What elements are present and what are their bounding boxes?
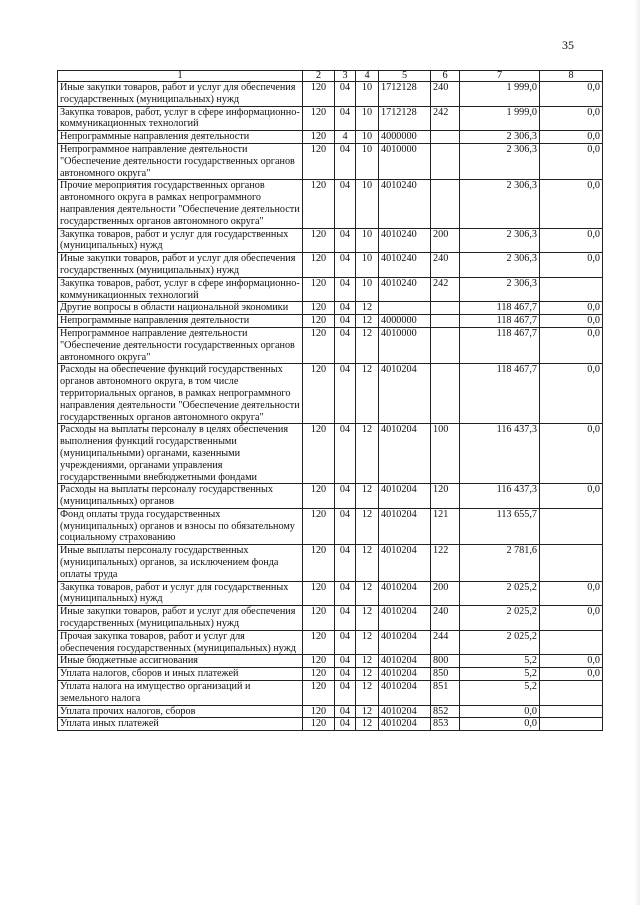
code-subsection: 10 [356, 228, 379, 253]
table-row [58, 424, 603, 484]
code-section: 04 [335, 424, 356, 484]
table-row [58, 180, 603, 228]
code-subsection: 12 [356, 705, 379, 718]
code-section: 04 [335, 484, 356, 509]
code-subsection: 12 [356, 302, 379, 315]
row-name: Непрограммные направления деятельности [58, 315, 303, 328]
code-subsection: 12 [356, 718, 379, 731]
amount-extra [540, 630, 603, 655]
code-expense-type [431, 364, 460, 424]
code-target-item: 4000000 [379, 131, 431, 144]
code-ministry: 120 [303, 630, 335, 655]
code-target-item: 4010240 [379, 180, 431, 228]
amount-extra: 0,0 [540, 131, 603, 144]
amount: 118 467,7 [460, 327, 540, 363]
amount-extra: 0,0 [540, 143, 603, 179]
code-expense-type: 240 [431, 82, 460, 107]
code-subsection: 12 [356, 545, 379, 581]
amount: 0,0 [460, 718, 540, 731]
table-row [58, 668, 603, 681]
code-target-item: 4010204 [379, 718, 431, 731]
amount: 5,2 [460, 668, 540, 681]
amount-extra: 0,0 [540, 106, 603, 131]
code-section: 04 [335, 327, 356, 363]
amount: 2 306,3 [460, 180, 540, 228]
code-subsection: 10 [356, 143, 379, 179]
code-ministry: 120 [303, 424, 335, 484]
table-row [58, 253, 603, 278]
amount: 2 306,3 [460, 131, 540, 144]
code-section: 04 [335, 253, 356, 278]
code-target-item: 4010000 [379, 327, 431, 363]
amount: 2 025,2 [460, 606, 540, 631]
code-ministry: 120 [303, 668, 335, 681]
code-section: 04 [335, 718, 356, 731]
code-expense-type: 200 [431, 581, 460, 606]
code-subsection: 12 [356, 606, 379, 631]
code-section: 04 [335, 668, 356, 681]
amount: 2 306,3 [460, 143, 540, 179]
code-ministry: 120 [303, 327, 335, 363]
table-row [58, 718, 603, 731]
col-header-7: 7 [460, 71, 540, 82]
code-ministry: 120 [303, 82, 335, 107]
code-ministry: 120 [303, 681, 335, 706]
row-name: Прочие мероприятия государственных органов автономного округа в рамках непрограммного направления деятельности "Обеспечение деятельности государственных органов автономного округа" [58, 180, 303, 228]
amount: 2 025,2 [460, 581, 540, 606]
amount: 113 655,7 [460, 508, 540, 544]
amount-extra [540, 718, 603, 731]
col-header-6: 6 [431, 71, 460, 82]
page-number: 35 [562, 38, 574, 52]
table-row [58, 228, 603, 253]
code-target-item: 4010204 [379, 581, 431, 606]
scan-edge [634, 0, 640, 905]
code-section: 04 [335, 655, 356, 668]
code-ministry: 120 [303, 106, 335, 131]
code-expense-type: 240 [431, 253, 460, 278]
amount: 0,0 [460, 705, 540, 718]
row-name: Иные бюджетные ассигнования [58, 655, 303, 668]
amount-extra: 0,0 [540, 668, 603, 681]
row-name: Расходы на выплаты персоналу государственных (муниципальных) органов [58, 484, 303, 509]
table-row [58, 131, 603, 144]
code-target-item: 4010204 [379, 545, 431, 581]
row-name: Иные закупки товаров, работ и услуг для обеспечения государственных (муниципальных) нужд [58, 606, 303, 631]
amount-extra: 0,0 [540, 302, 603, 315]
amount-extra: 0,0 [540, 82, 603, 107]
code-expense-type [431, 180, 460, 228]
table-row [58, 705, 603, 718]
amount-extra: 0,0 [540, 655, 603, 668]
code-ministry: 120 [303, 655, 335, 668]
code-section: 04 [335, 228, 356, 253]
amount: 118 467,7 [460, 364, 540, 424]
code-expense-type: 853 [431, 718, 460, 731]
code-target-item: 4010240 [379, 228, 431, 253]
row-name: Уплата прочих налогов, сборов [58, 705, 303, 718]
row-name: Иные закупки товаров, работ и услуг для обеспечения государственных (муниципальных) нужд [58, 82, 303, 107]
code-expense-type [431, 315, 460, 328]
amount-extra: 0,0 [540, 424, 603, 484]
table-row [58, 315, 603, 328]
table-row [58, 606, 603, 631]
amount: 116 437,3 [460, 424, 540, 484]
col-header-1: 1 [58, 71, 303, 82]
table-row [58, 327, 603, 363]
amount-extra [540, 277, 603, 302]
table-row [58, 484, 603, 509]
code-subsection: 12 [356, 681, 379, 706]
row-name: Расходы на выплаты персоналу в целях обеспечения выполнения функций государственными (муниципальными) органами, казенными учреждениями, органами управления государственными внебюджетными фондами [58, 424, 303, 484]
code-section: 04 [335, 606, 356, 631]
code-ministry: 120 [303, 581, 335, 606]
code-target-item: 4010204 [379, 655, 431, 668]
header-row [58, 71, 603, 82]
table-row [58, 143, 603, 179]
code-subsection: 12 [356, 655, 379, 668]
code-subsection: 12 [356, 668, 379, 681]
code-expense-type: 242 [431, 106, 460, 131]
table-row [58, 655, 603, 668]
code-section: 04 [335, 545, 356, 581]
code-subsection: 12 [356, 315, 379, 328]
code-target-item: 4010204 [379, 508, 431, 544]
code-expense-type: 242 [431, 277, 460, 302]
code-target-item: 4010204 [379, 630, 431, 655]
row-name: Другие вопросы в области национальной экономики [58, 302, 303, 315]
amount: 1 999,0 [460, 82, 540, 107]
code-section: 04 [335, 581, 356, 606]
code-subsection: 12 [356, 581, 379, 606]
row-name: Непрограммное направление деятельности "Обеспечение деятельности государственных органов автономного округа" [58, 143, 303, 179]
row-name: Уплата налога на имущество организаций и земельного налога [58, 681, 303, 706]
code-section: 04 [335, 302, 356, 315]
code-expense-type: 852 [431, 705, 460, 718]
code-target-item: 4010240 [379, 253, 431, 278]
amount: 2 025,2 [460, 630, 540, 655]
code-section: 04 [335, 508, 356, 544]
code-expense-type [431, 302, 460, 315]
row-name: Непрограммные направления деятельности [58, 131, 303, 144]
amount-extra: 0,0 [540, 484, 603, 509]
code-ministry: 120 [303, 606, 335, 631]
code-section: 04 [335, 364, 356, 424]
code-target-item: 1712128 [379, 82, 431, 107]
row-name: Закупка товаров, работ, услуг в сфере информационно-коммуникационных технологий [58, 277, 303, 302]
code-expense-type: 240 [431, 606, 460, 631]
table-row [58, 545, 603, 581]
code-expense-type [431, 327, 460, 363]
code-section: 04 [335, 143, 356, 179]
code-target-item: 4010204 [379, 668, 431, 681]
row-name: Фонд оплаты труда государственных (муниципальных) органов и взносы по обязательному социальному страхованию [58, 508, 303, 544]
code-subsection: 12 [356, 364, 379, 424]
code-target-item: 4010204 [379, 705, 431, 718]
budget-table [57, 70, 603, 731]
table-row [58, 302, 603, 315]
code-target-item [379, 302, 431, 315]
code-subsection: 12 [356, 484, 379, 509]
code-ministry: 120 [303, 705, 335, 718]
code-ministry: 120 [303, 484, 335, 509]
amount-extra: 0,0 [540, 180, 603, 228]
table-row [58, 82, 603, 107]
amount: 2 306,3 [460, 277, 540, 302]
code-subsection: 10 [356, 131, 379, 144]
code-expense-type: 850 [431, 668, 460, 681]
code-subsection: 12 [356, 327, 379, 363]
code-section: 04 [335, 630, 356, 655]
code-ministry: 120 [303, 364, 335, 424]
table-row [58, 508, 603, 544]
table-row [58, 630, 603, 655]
row-name: Закупка товаров, работ и услуг для государственных (муниципальных) нужд [58, 228, 303, 253]
code-ministry: 120 [303, 228, 335, 253]
table-row [58, 364, 603, 424]
amount: 5,2 [460, 655, 540, 668]
code-subsection: 10 [356, 82, 379, 107]
code-ministry: 120 [303, 131, 335, 144]
code-expense-type: 120 [431, 484, 460, 509]
code-subsection: 12 [356, 424, 379, 484]
amount-extra [540, 508, 603, 544]
code-expense-type: 244 [431, 630, 460, 655]
amount: 116 437,3 [460, 484, 540, 509]
amount: 2 306,3 [460, 253, 540, 278]
amount: 2 781,6 [460, 545, 540, 581]
code-expense-type: 100 [431, 424, 460, 484]
row-name: Прочая закупка товаров, работ и услуг для обеспечения государственных (муниципальных) нужд [58, 630, 303, 655]
amount: 118 467,7 [460, 315, 540, 328]
code-target-item: 4010204 [379, 364, 431, 424]
code-subsection: 10 [356, 106, 379, 131]
amount: 2 306,3 [460, 228, 540, 253]
table-row [58, 277, 603, 302]
amount-extra: 0,0 [540, 253, 603, 278]
code-subsection: 12 [356, 630, 379, 655]
col-header-3: 3 [335, 71, 356, 82]
code-target-item: 4010204 [379, 424, 431, 484]
code-ministry: 120 [303, 315, 335, 328]
row-name: Закупка товаров, работ, услуг в сфере информационно-коммуникационных технологий [58, 106, 303, 131]
code-ministry: 120 [303, 545, 335, 581]
col-header-2: 2 [303, 71, 335, 82]
table-row [58, 106, 603, 131]
table-row [58, 581, 603, 606]
code-section: 04 [335, 82, 356, 107]
amount: 1 999,0 [460, 106, 540, 131]
code-section: 04 [335, 705, 356, 718]
row-name: Уплата налогов, сборов и иных платежей [58, 668, 303, 681]
code-ministry: 120 [303, 277, 335, 302]
code-ministry: 120 [303, 508, 335, 544]
row-name: Иные выплаты персоналу государственных (муниципальных) органов, за исключением фонда оплаты труда [58, 545, 303, 581]
col-header-4: 4 [356, 71, 379, 82]
amount-extra: 0,0 [540, 228, 603, 253]
row-name: Иные закупки товаров, работ и услуг для обеспечения государственных (муниципальных) нужд [58, 253, 303, 278]
row-name: Закупка товаров, работ и услуг для государственных (муниципальных) нужд [58, 581, 303, 606]
code-section: 04 [335, 315, 356, 328]
col-header-8: 8 [540, 71, 603, 82]
code-expense-type: 800 [431, 655, 460, 668]
code-section: 04 [335, 277, 356, 302]
code-section: 04 [335, 681, 356, 706]
row-name: Расходы на обеспечение функций государственных органов автономного округа, в том числе территориальных органов, в рамках непрограммного направления деятельности "Обеспечение деятельности государственных органов автономного округа" [58, 364, 303, 424]
code-target-item: 1712128 [379, 106, 431, 131]
code-subsection: 12 [356, 508, 379, 544]
amount-extra: 0,0 [540, 327, 603, 363]
code-target-item: 4010204 [379, 606, 431, 631]
amount-extra: 0,0 [540, 364, 603, 424]
code-expense-type: 200 [431, 228, 460, 253]
code-expense-type [431, 143, 460, 179]
code-ministry: 120 [303, 718, 335, 731]
amount: 5,2 [460, 681, 540, 706]
code-ministry: 120 [303, 180, 335, 228]
code-ministry: 120 [303, 302, 335, 315]
amount-extra: 0,0 [540, 315, 603, 328]
code-target-item: 4010240 [379, 277, 431, 302]
code-subsection: 10 [356, 180, 379, 228]
row-name: Непрограммное направление деятельности "Обеспечение деятельности государственных органов автономного округа" [58, 327, 303, 363]
amount-extra: 0,0 [540, 606, 603, 631]
code-ministry: 120 [303, 253, 335, 278]
code-target-item: 4010000 [379, 143, 431, 179]
code-expense-type: 851 [431, 681, 460, 706]
amount: 118 467,7 [460, 302, 540, 315]
code-section: 04 [335, 180, 356, 228]
code-subsection: 10 [356, 253, 379, 278]
amount-extra [540, 681, 603, 706]
table-row [58, 681, 603, 706]
row-name: Уплата иных платежей [58, 718, 303, 731]
code-target-item: 4000000 [379, 315, 431, 328]
code-target-item: 4010204 [379, 681, 431, 706]
amount-extra [540, 545, 603, 581]
code-expense-type: 121 [431, 508, 460, 544]
code-section: 4 [335, 131, 356, 144]
code-expense-type: 122 [431, 545, 460, 581]
amount-extra: 0,0 [540, 581, 603, 606]
code-section: 04 [335, 106, 356, 131]
code-subsection: 10 [356, 277, 379, 302]
col-header-5: 5 [379, 71, 431, 82]
code-target-item: 4010204 [379, 484, 431, 509]
code-ministry: 120 [303, 143, 335, 179]
amount-extra [540, 705, 603, 718]
code-expense-type [431, 131, 460, 144]
